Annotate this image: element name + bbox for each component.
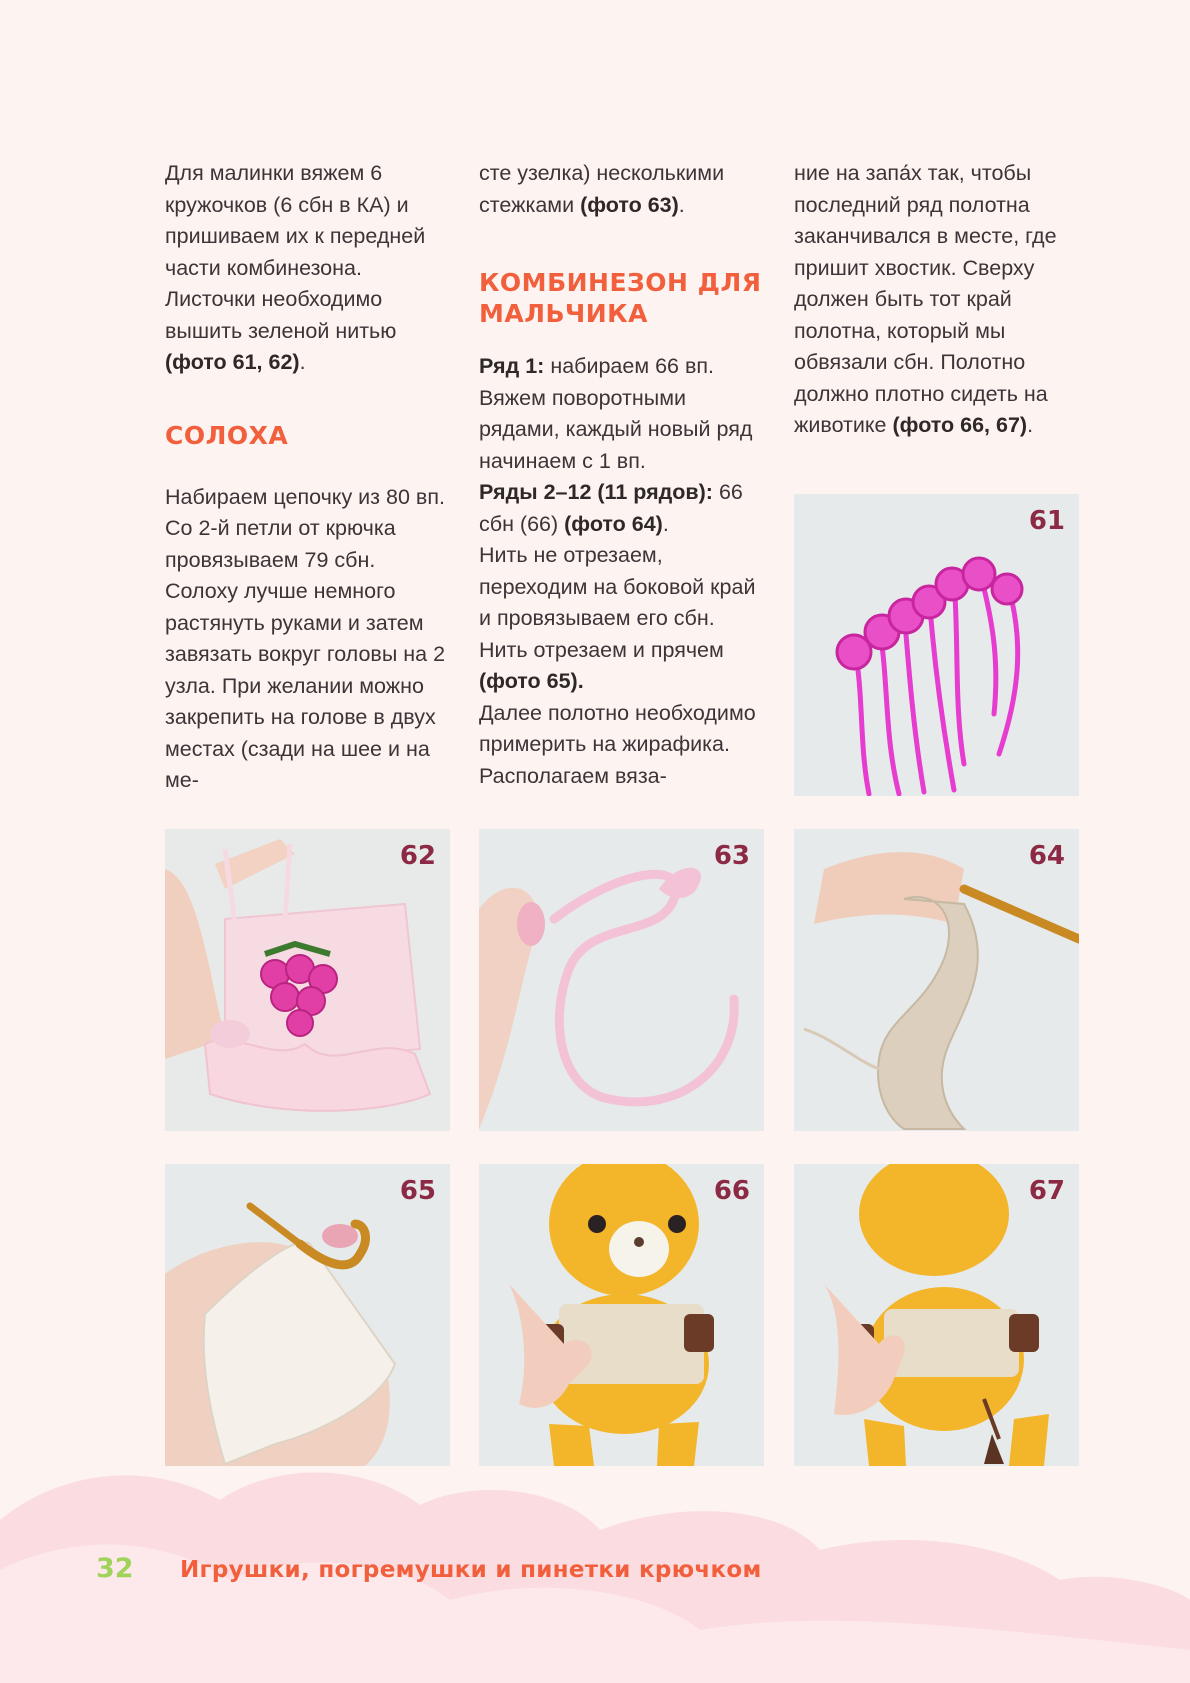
continuation-text: сте узелка) несколькими стежками <box>479 161 725 217</box>
page-number: 32 <box>96 1553 134 1584</box>
white-crochet-edge-image <box>165 1164 450 1466</box>
thread-paragraph <box>479 540 764 698</box>
text-column-1 <box>165 158 450 797</box>
photo-number: 62 <box>399 841 436 871</box>
photo-number: 63 <box>713 841 750 871</box>
photo-number: 64 <box>1028 841 1065 871</box>
photo-63 <box>479 829 764 1131</box>
beige-strip-hook-image <box>794 829 1079 1131</box>
rows-2-12-paragraph <box>479 477 764 540</box>
raspberry-circles-image <box>794 494 1079 796</box>
punctuation: . <box>662 511 669 536</box>
text-column-2 <box>479 158 764 792</box>
punctuation: . <box>299 350 306 374</box>
giraffe-back-image <box>794 1164 1079 1466</box>
photo-reference: (фото 64) <box>564 511 663 536</box>
book-title: Игрушки, погремушки и пинетки крючком <box>180 1557 762 1583</box>
photo-65 <box>165 1164 450 1466</box>
solokha-paragraph: Набираем цепочку из 80 вп. Со 2-й петли от крючка провязываем 79 сбн. Солоху лучше немного растянуть руками и затем завязать вокруг головы на 2 узла. При желании можно закрепить на голове в двух местах (сзади на шее и на ме- <box>165 484 446 792</box>
punctuation: . <box>678 192 685 217</box>
photo-number: 66 <box>713 1176 750 1206</box>
photo-64 <box>794 829 1079 1131</box>
section-heading-jumpsuit: КОМБИНЕЗОН ДЛЯ МАЛЬЧИКА <box>479 268 762 328</box>
row-label: Ряды 2–12 (11 рядов): <box>479 480 713 504</box>
giraffe-front-image <box>479 1164 764 1466</box>
photo-reference: (фото 61, 62) <box>165 350 300 374</box>
continuation-paragraph <box>479 158 764 221</box>
photo-61 <box>794 494 1079 796</box>
photo-62 <box>165 829 450 1131</box>
photo-66 <box>479 1164 764 1466</box>
pink-cord-image <box>479 829 764 1131</box>
photo-number: 65 <box>399 1176 436 1206</box>
raspberry-text: Для малинки вяжем 6 кружочков (6 сбн в КА) и пришиваем их к передней части комбинезона. Листочки необходимо вышить зеленой нитью <box>165 161 426 343</box>
photo-reference: (фото 65). <box>479 669 584 693</box>
row-label: Ряд 1: <box>479 354 545 378</box>
row1-paragraph <box>479 351 764 477</box>
thread-text: Нить не отрезаем, переходим на боковой край и провязываем его сбн. Нить отрезаем и прячем <box>479 543 756 662</box>
punctuation: . <box>1027 413 1034 437</box>
fitting-continuation-text: ние на запа́х так, чтобы последний ряд полотна заканчивался в месте, где пришит хвостик. Сверху должен быть тот край полотна, который мы обвязали сбн. Полотно должно плотно сидеть на животике <box>794 161 1057 437</box>
photo-number: 67 <box>1028 1176 1065 1206</box>
pink-dress-image <box>165 829 450 1131</box>
raspberry-paragraph <box>165 158 450 379</box>
photo-number: 61 <box>1028 506 1065 536</box>
photo-reference: (фото 63) <box>580 192 679 217</box>
photo-reference: (фото 66, 67) <box>892 413 1028 437</box>
fitting-continuation-paragraph <box>794 158 1079 442</box>
row-text: набираем 66 вп. Вяжем поворотными рядами, каждый новый ряд начинаем с 1 вп. <box>479 354 753 473</box>
text-column-3 <box>794 158 1079 442</box>
row-text: 66 сбн (66) <box>479 480 743 536</box>
fitting-paragraph: Далее полотно необходимо примерить на жирафика. Располагаем вяза- <box>479 700 756 788</box>
photo-67 <box>794 1164 1079 1466</box>
section-heading-solokha: СОЛОХА <box>165 420 289 450</box>
